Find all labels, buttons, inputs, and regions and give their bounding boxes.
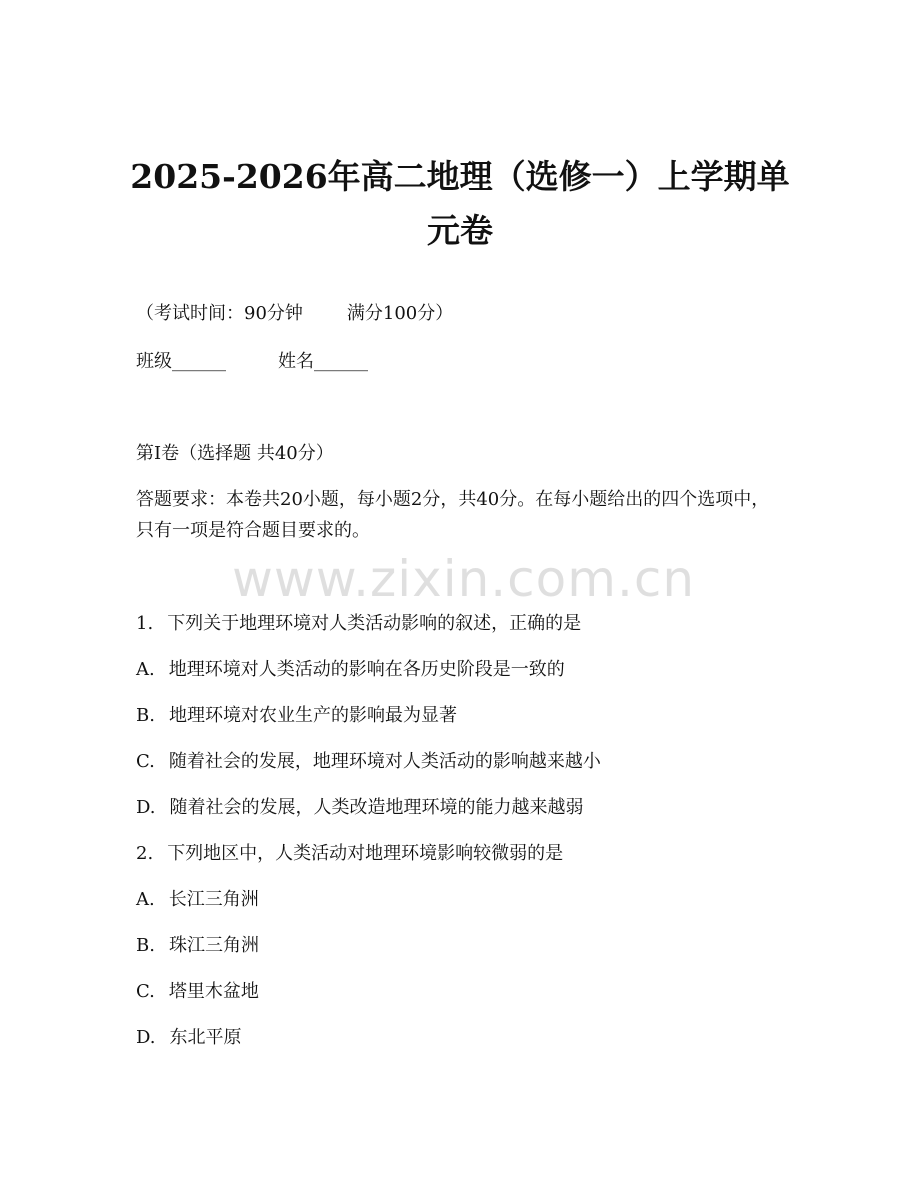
question-text: 下列地区中，人类活动对地理环境影响较微弱的是 [167,843,564,864]
option-text: 地理环境对农业生产的影响最为显著 [168,705,457,726]
student-info [136,348,368,376]
option-a [136,656,565,684]
option-text: 地理环境对人类活动的影响在各历史阶段是一致的 [168,659,565,680]
option-text: 塔里木盆地 [168,981,259,1002]
option-b [136,702,457,730]
option-text: 长江三角洲 [168,889,259,910]
option-c [136,748,601,776]
option-label: D. [136,1027,156,1048]
exam-score: 满分100分） [346,303,454,324]
option-text: 珠江三角洲 [168,935,259,956]
exam-time: （考试时间：90分钟 [136,303,303,324]
option-label: C. [136,981,155,1002]
option-b [136,932,259,960]
option-d [136,794,584,822]
question-stem [136,610,581,638]
option-c [136,978,259,1006]
instructions: 答题要求：本卷共20小题，每小题2分，共40分。在每小题给出的四个选项中，只有一项是符合题目要求的。 [136,489,770,541]
section-title: 第Ⅰ卷（选择题 共40分） [136,443,334,464]
question-text: 下列关于地理环境对人类活动影响的叙述，正确的是 [167,613,582,634]
option-a [136,886,259,914]
option-label: B. [136,705,155,726]
option-text: 随着社会的发展，地理环境对人类活动的影响越来越小 [168,751,601,772]
option-d [136,1024,242,1052]
option-text: 随着社会的发展，人类改造地理环境的能力越来越弱 [169,797,584,818]
page-title: 2025-2026年高二地理（选修一）上学期单元卷 [130,157,790,250]
question-stem [136,840,563,868]
name-field-label: 姓名______ [278,351,368,372]
watermark: www.zixin.com.cn [232,550,696,608]
option-label: B. [136,935,155,956]
question-number: 1. [136,613,154,634]
option-label: A. [136,889,155,910]
option-label: D. [136,797,156,818]
question-number: 2. [136,843,154,864]
option-label: A. [136,659,155,680]
exam-info [136,300,453,328]
option-label: C. [136,751,155,772]
option-text: 东北平原 [169,1027,242,1048]
class-field-label: 班级______ [136,351,226,372]
